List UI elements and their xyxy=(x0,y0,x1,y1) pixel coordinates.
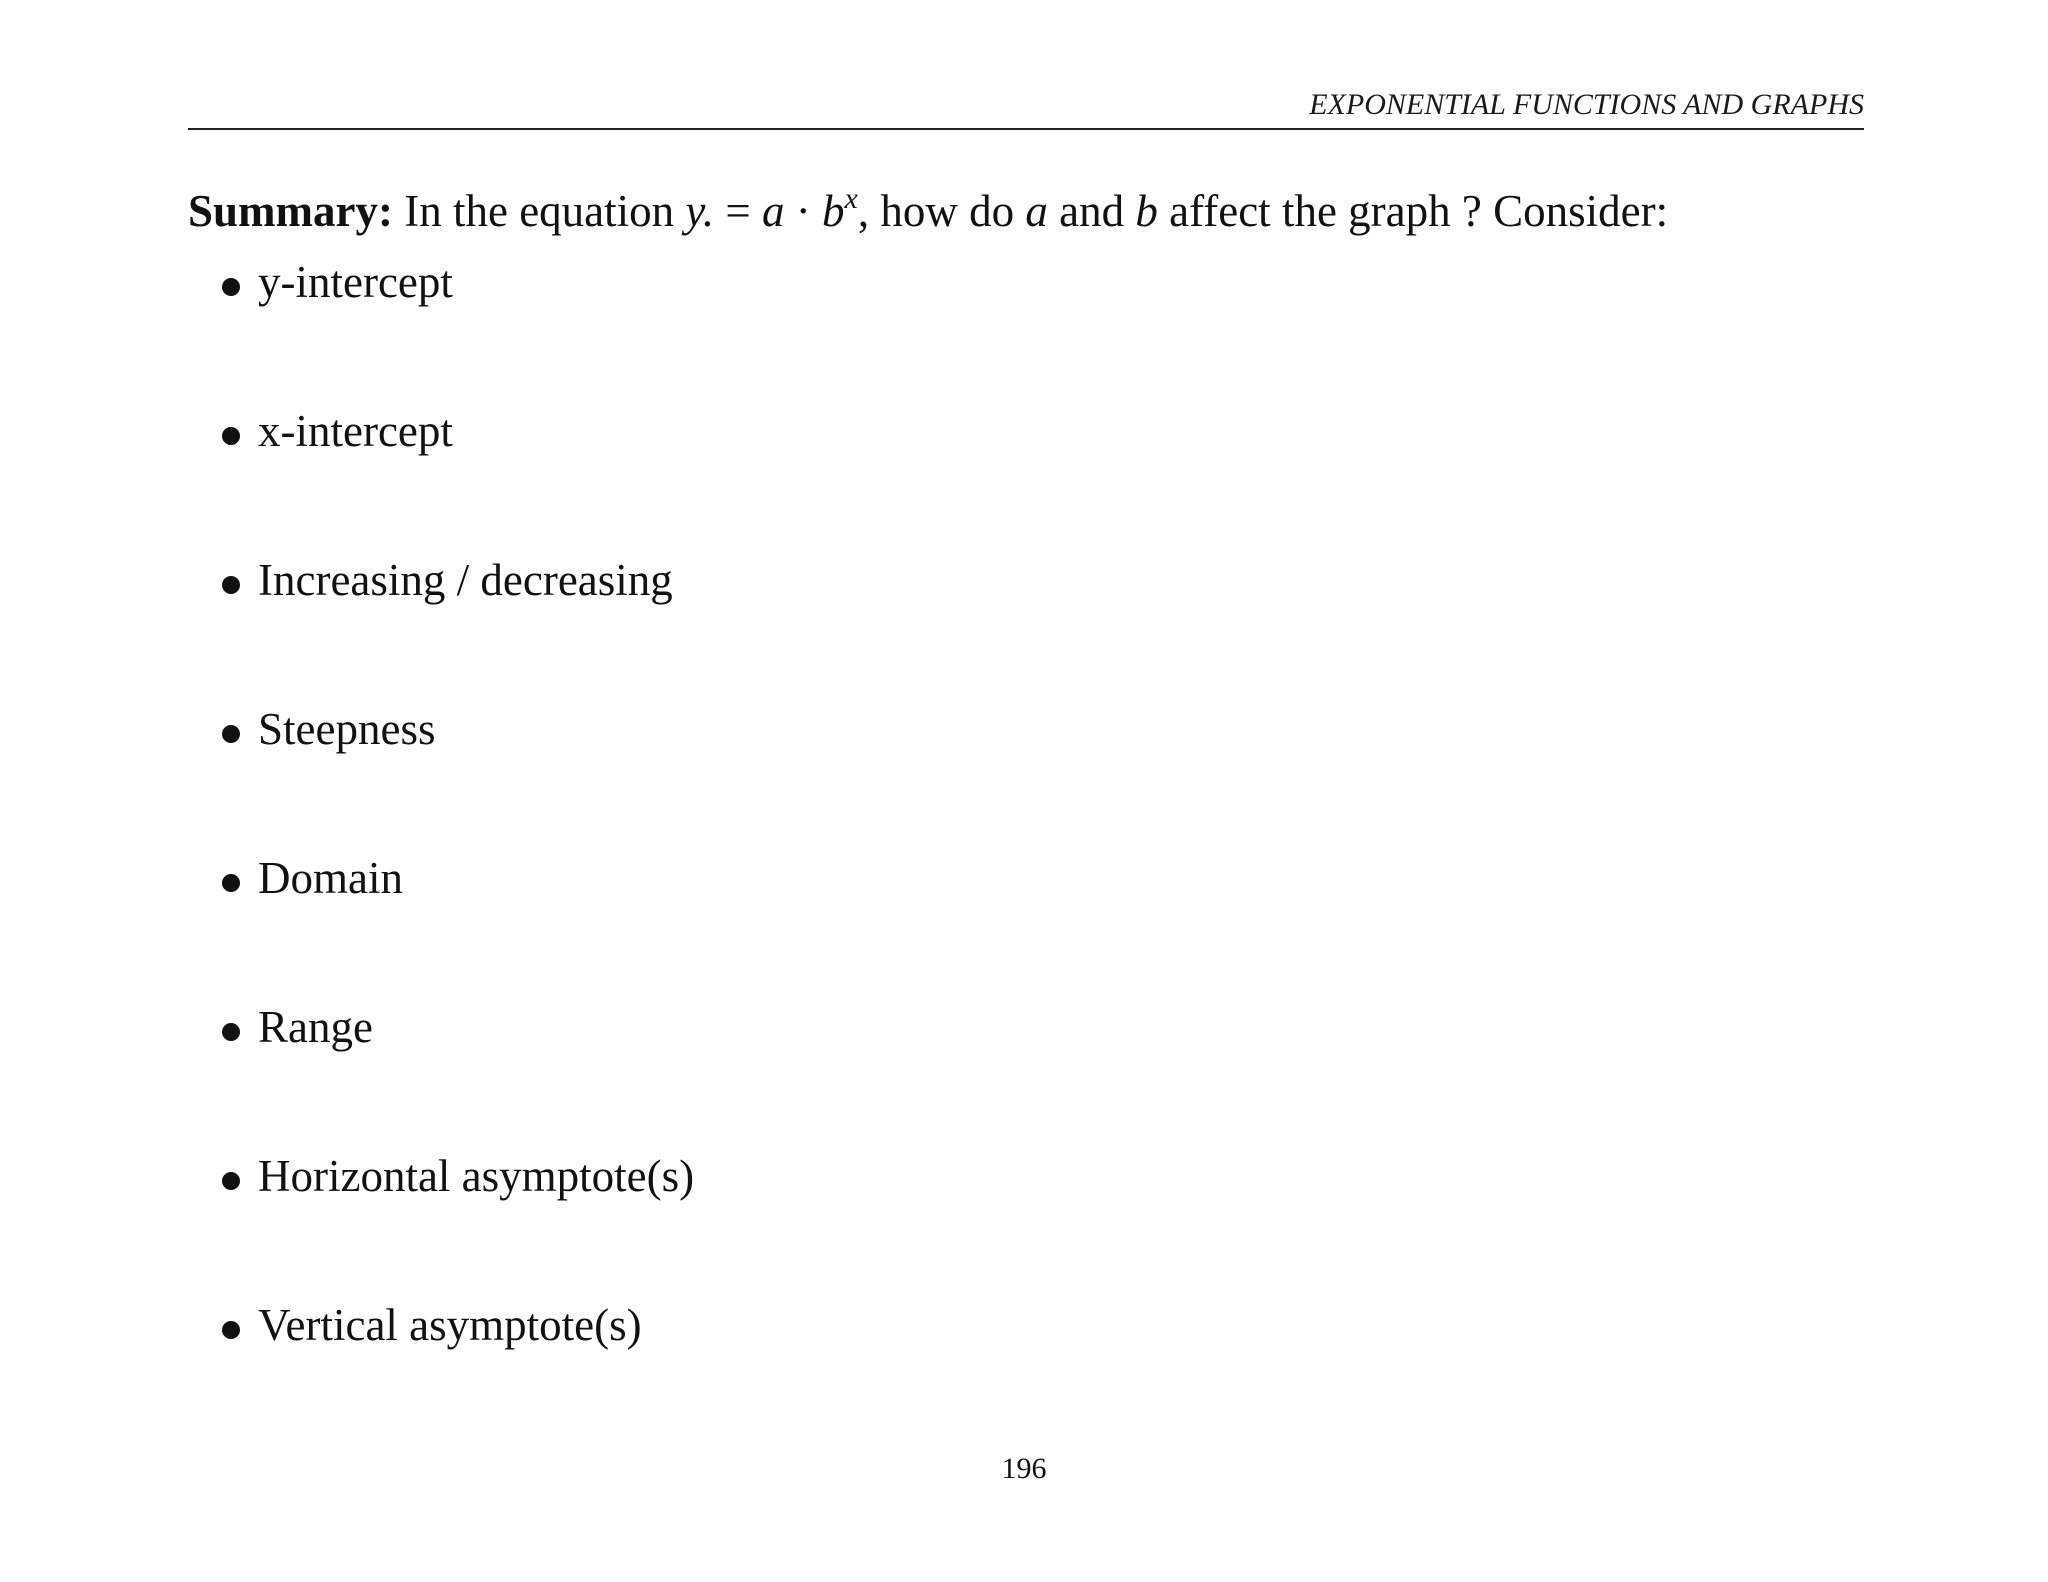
list-item-text: Vertical asymptote(s) xyxy=(258,1300,642,1350)
list-item xyxy=(222,256,694,405)
list-item xyxy=(222,1001,694,1150)
list-item xyxy=(222,1150,694,1299)
summary-label: Summary: xyxy=(188,186,393,236)
list-item xyxy=(222,852,694,1001)
summary-and: and xyxy=(1059,186,1125,236)
bullet-icon xyxy=(222,278,240,296)
list-item-text: Range xyxy=(258,1002,373,1052)
list-item-text: y-intercept xyxy=(258,257,453,307)
summary-question-part1: , how do xyxy=(857,186,1015,236)
page-number: 196 xyxy=(1001,1452,1047,1485)
summary-intro: In the equation xyxy=(404,186,675,236)
variable-b: b xyxy=(1135,186,1158,236)
bullet-icon xyxy=(222,576,240,594)
list-item-text: Steepness xyxy=(258,704,436,754)
equation-b: b xyxy=(822,186,845,236)
equation-y: y. xyxy=(685,186,715,236)
list-item xyxy=(222,554,694,703)
list-item-text: Increasing / decreasing xyxy=(258,555,673,605)
list-item-text: Horizontal asymptote(s) xyxy=(258,1151,695,1201)
bullet-icon xyxy=(222,874,240,892)
list-item xyxy=(222,405,694,554)
list-item-text: Domain xyxy=(258,853,403,903)
list-item xyxy=(222,703,694,852)
bullet-icon xyxy=(222,1321,240,1339)
running-header: EXPONENTIAL FUNCTIONS AND GRAPHS xyxy=(1309,88,1864,121)
header-rule xyxy=(188,128,1864,130)
equation-exponent: x xyxy=(844,182,858,215)
equation-equals: = xyxy=(725,186,751,236)
bullet-icon xyxy=(222,1023,240,1041)
variable-a: a xyxy=(1025,186,1048,236)
bullet-icon xyxy=(222,1172,240,1190)
equation-a: a xyxy=(762,186,785,236)
list-item xyxy=(222,1299,694,1448)
summary-line xyxy=(188,184,1668,238)
equation-dot: · xyxy=(795,186,811,236)
bullet-icon xyxy=(222,725,240,743)
summary-question-part2: affect the graph ? Consider: xyxy=(1169,186,1669,236)
bullet-icon xyxy=(222,427,240,445)
list-item-text: x-intercept xyxy=(258,406,453,456)
consider-list xyxy=(222,256,694,1448)
